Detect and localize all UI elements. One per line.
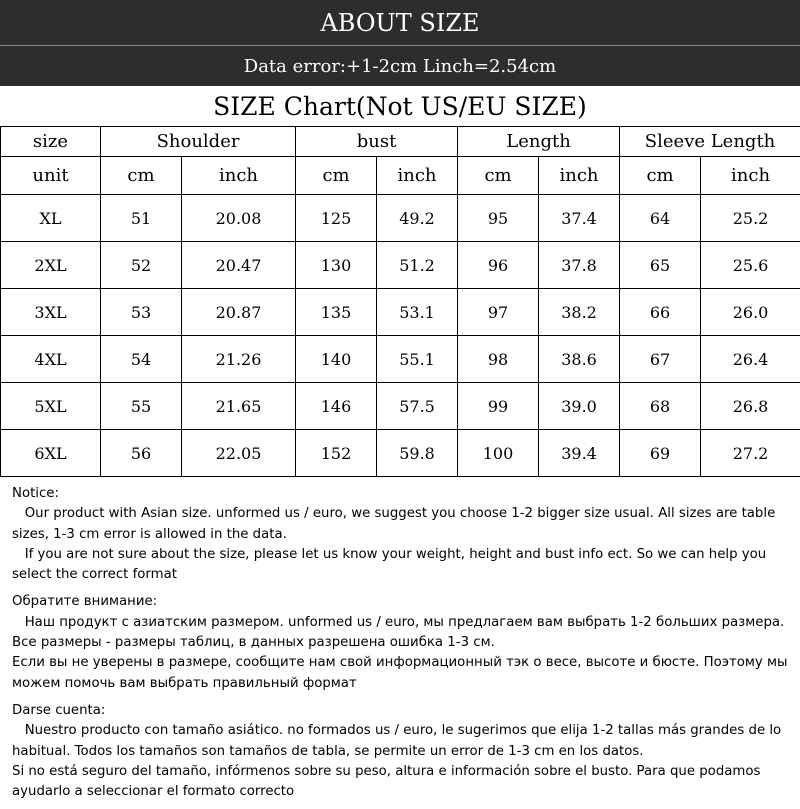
notice-paragraph: Si no está seguro del tamaño, infórmenos sobre su peso, altura e información sobre el busto. Para que podamos ayudarlo a seleccionar el formato correcto bbox=[12, 762, 796, 803]
table-cell: 100 bbox=[458, 430, 539, 477]
table-cell: 53.1 bbox=[377, 289, 458, 336]
table-cell: 57.5 bbox=[377, 383, 458, 430]
table-cell: 52 bbox=[101, 242, 182, 289]
table-cell: 25.6 bbox=[701, 242, 800, 289]
group-header-row bbox=[1, 127, 800, 157]
table-cell: 55.1 bbox=[377, 336, 458, 383]
table-cell: 99 bbox=[458, 383, 539, 430]
table-cell: 55 bbox=[101, 383, 182, 430]
table-cell: 98 bbox=[458, 336, 539, 383]
table-cell: 125 bbox=[296, 195, 377, 242]
length-header: Length bbox=[458, 127, 620, 157]
table-cell: 20.47 bbox=[182, 242, 296, 289]
table-cell: 39.4 bbox=[539, 430, 620, 477]
table-cell: 20.87 bbox=[182, 289, 296, 336]
table-row bbox=[1, 430, 800, 477]
notice-paragraph: If you are not sure about the size, please let us know your weight, height and bust info ect. So we can help you select the correct format bbox=[12, 545, 796, 586]
table-cell: 64 bbox=[620, 195, 701, 242]
size-label: 6XL bbox=[1, 430, 101, 477]
table-cell: 54 bbox=[101, 336, 182, 383]
table-cell: 39.0 bbox=[539, 383, 620, 430]
table-row bbox=[1, 289, 800, 336]
table-row bbox=[1, 383, 800, 430]
notice-heading: Darse cuenta: bbox=[12, 701, 796, 721]
unit-cm: cm bbox=[101, 157, 182, 195]
table-cell: 38.2 bbox=[539, 289, 620, 336]
unit-cm: cm bbox=[296, 157, 377, 195]
table-cell: 27.2 bbox=[701, 430, 800, 477]
unit-cm: cm bbox=[620, 157, 701, 195]
table-row bbox=[1, 242, 800, 289]
table-cell: 26.4 bbox=[701, 336, 800, 383]
table-cell: 59.8 bbox=[377, 430, 458, 477]
table-cell: 95 bbox=[458, 195, 539, 242]
unit-cm: cm bbox=[458, 157, 539, 195]
size-header: size bbox=[1, 127, 101, 157]
table-cell: 38.6 bbox=[539, 336, 620, 383]
table-cell: 65 bbox=[620, 242, 701, 289]
table-cell: 135 bbox=[296, 289, 377, 336]
notice-section bbox=[12, 484, 796, 809]
notice-english bbox=[12, 484, 796, 585]
table-cell: 140 bbox=[296, 336, 377, 383]
unit-inch: inch bbox=[182, 157, 296, 195]
table-cell: 130 bbox=[296, 242, 377, 289]
table-cell: 22.05 bbox=[182, 430, 296, 477]
size-label: 3XL bbox=[1, 289, 101, 336]
unit-inch: inch bbox=[539, 157, 620, 195]
size-label: 4XL bbox=[1, 336, 101, 383]
table-row bbox=[1, 195, 800, 242]
table-cell: 69 bbox=[620, 430, 701, 477]
table-cell: 97 bbox=[458, 289, 539, 336]
table-cell: 37.8 bbox=[539, 242, 620, 289]
notice-russian bbox=[12, 592, 796, 693]
unit-inch: inch bbox=[701, 157, 800, 195]
table-cell: 56 bbox=[101, 430, 182, 477]
table-cell: 152 bbox=[296, 430, 377, 477]
unit-header: unit bbox=[1, 157, 101, 195]
table-cell: 21.26 bbox=[182, 336, 296, 383]
sleeve-length-header: Sleeve Length bbox=[620, 127, 800, 157]
unit-header-row bbox=[1, 157, 800, 195]
table-row bbox=[1, 336, 800, 383]
table-cell: 53 bbox=[101, 289, 182, 336]
data-error-note: Data error:+1-2cm Linch=2.54cm bbox=[0, 46, 800, 86]
table-cell: 49.2 bbox=[377, 195, 458, 242]
notice-paragraph: Nuestro producto con tamaño asiático. no formados us / euro, le sugerimos que elija 1-2 tallas más grandes de lo habitual. Todos los tamaños son tamaños de tabla, se permite un error de 1-3 cm en los datos. bbox=[12, 721, 796, 762]
table-cell: 66 bbox=[620, 289, 701, 336]
page-title: ABOUT SIZE bbox=[0, 0, 800, 46]
table-cell: 51 bbox=[101, 195, 182, 242]
table-cell: 96 bbox=[458, 242, 539, 289]
table-cell: 25.2 bbox=[701, 195, 800, 242]
bust-header: bust bbox=[296, 127, 458, 157]
table-cell: 67 bbox=[620, 336, 701, 383]
size-label: XL bbox=[1, 195, 101, 242]
notice-paragraph: Если вы не уверены в размере, сообщите нам свой информационный тэк о весе, высоте и бюсте. Поэтому мы можем помочь вам выбрать правильный формат bbox=[12, 653, 796, 694]
table-cell: 20.08 bbox=[182, 195, 296, 242]
table-cell: 21.65 bbox=[182, 383, 296, 430]
notice-heading: Обратите внимание: bbox=[12, 592, 796, 612]
unit-inch: inch bbox=[377, 157, 458, 195]
size-chart-table bbox=[0, 126, 800, 477]
shoulder-header: Shoulder bbox=[101, 127, 296, 157]
size-label: 5XL bbox=[1, 383, 101, 430]
table-cell: 146 bbox=[296, 383, 377, 430]
table-cell: 68 bbox=[620, 383, 701, 430]
table-cell: 26.8 bbox=[701, 383, 800, 430]
notice-heading: Notice: bbox=[12, 484, 796, 504]
table-cell: 26.0 bbox=[701, 289, 800, 336]
notice-spanish bbox=[12, 701, 796, 802]
table-cell: 37.4 bbox=[539, 195, 620, 242]
notice-paragraph: Our product with Asian size. unformed us / euro, we suggest you choose 1-2 bigger size usual. All sizes are table sizes, 1-3 cm error is allowed in the data. bbox=[12, 504, 796, 545]
table-cell: 51.2 bbox=[377, 242, 458, 289]
notice-paragraph: Наш продукт с азиатским размером. unformed us / euro, мы предлагаем вам выбрать 1-2 больших размера. Все размеры - размеры таблиц, в данных разрешена ошибка 1-3 см. bbox=[12, 613, 796, 654]
size-label: 2XL bbox=[1, 242, 101, 289]
size-chart-title: SIZE Chart(Not US/EU SIZE) bbox=[0, 86, 800, 126]
